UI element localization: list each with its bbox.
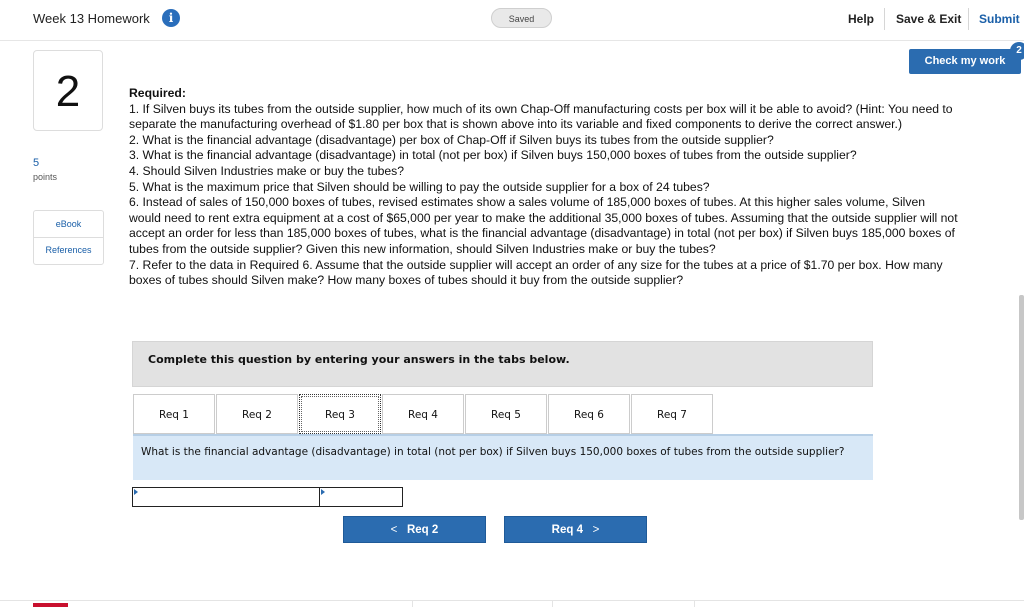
tab-req-1[interactable]: Req 1: [133, 394, 215, 434]
resources-panel: [33, 210, 104, 265]
footer-tick: [412, 600, 413, 607]
next-req-button[interactable]: [504, 516, 647, 543]
required-heading: Required:: [129, 86, 186, 100]
required-item-6: 6. Instead of sales of 150,000 boxes of tubes, revised estimates show a sales volume of 185,000 boxes of tubes. At this higher sales volume, Silven would need to rent extra equipment at a cost of $65,000 per year to make the additional 35,000 boxes of tubes. Assuming that the outside supplier will not accept an order for less than 185,000 boxes of tubes, what is the financial advantage (disadvantage) in total (not per box) if Silven buys 185,000 boxes of tubes from the outside supplier? Given this new information, should Silven Industries make or buy the tubes?: [129, 195, 958, 256]
required-item-5: 5. What is the maximum price that Silven should be willing to pay the outside supplier for a box of 24 tubes?: [129, 179, 710, 194]
points-value: 5: [33, 157, 40, 169]
top-divider: [968, 8, 969, 30]
question-number: 2: [33, 50, 103, 131]
submit-link[interactable]: Submit: [979, 12, 1020, 26]
question-prompt: What is the financial advantage (disadvantage) in total (not per box) if Silven buys 150,000 boxes of tubes from the outside supplier?: [141, 446, 845, 458]
input-marker-icon: [134, 489, 138, 495]
question-body: [129, 86, 959, 289]
publisher-logo: [33, 603, 68, 607]
required-item-4: 4. Should Silven Industries make or buy the tubes?: [129, 163, 405, 178]
resources-divider: [34, 237, 103, 238]
input-marker-icon: [321, 489, 325, 495]
answer-label-input[interactable]: [133, 488, 319, 506]
help-link[interactable]: Help: [848, 12, 875, 26]
check-attempts-badge: 2: [1010, 42, 1024, 60]
prev-req-button[interactable]: [343, 516, 486, 543]
footer-tick: [552, 600, 553, 607]
required-item-2: 2. What is the financial advantage (disadvantage) per box of Chap-Off if Silven buys its tubes from the outside supplier?: [129, 132, 774, 147]
required-item-1: 1. If Silven buys its tubes from the outside supplier, how much of its own Chap-Off manufacturing costs per box will it be able to avoid? (Hint: You need to separate the manufacturing overhead of $1.80 per box that is shown above into its variable and fixed components to derive the correct answer.): [129, 101, 953, 132]
top-bar: [0, 0, 1024, 41]
required-item-7: 7. Refer to the data in Required 6. Assume that the outside supplier will accept an order of any size for the tubes at a price of $1.70 per box. How many boxes of tubes should Silven make? How many boxes of tubes should it buy from the outside supplier?: [129, 257, 943, 288]
references-link[interactable]: References: [45, 245, 92, 255]
answer-amount-input[interactable]: [320, 488, 402, 506]
required-item-3: 3. What is the financial advantage (disadvantage) in total (not per box) if Silven buys 150,000 boxes of tubes from the outside supplier?: [129, 148, 857, 163]
next-req-label: Req 4: [551, 524, 583, 536]
top-divider: [884, 8, 885, 30]
chevron-right-icon: >: [592, 524, 600, 536]
save-exit-link[interactable]: Save & Exit: [896, 12, 962, 26]
saved-status-badge: Saved: [491, 8, 552, 28]
answer-row: [132, 487, 403, 507]
footer-divider: [0, 600, 1024, 601]
ebook-link[interactable]: eBook: [55, 219, 82, 229]
info-icon[interactable]: i: [162, 9, 180, 27]
check-my-work-button[interactable]: Check my work: [909, 49, 1021, 74]
tab-req-2[interactable]: Req 2: [216, 394, 298, 434]
instructions-bar: [132, 341, 873, 387]
instructions-text: Complete this question by entering your answers in the tabs below.: [148, 353, 570, 366]
tab-req-7[interactable]: Req 7: [631, 394, 713, 434]
footer-tick: [694, 600, 695, 607]
page-scrollbar[interactable]: [1019, 295, 1024, 520]
tab-req-6[interactable]: Req 6: [548, 394, 630, 434]
assignment-title: Week 13 Homework: [33, 11, 150, 26]
tab-req-3[interactable]: Req 3: [299, 394, 381, 434]
chevron-left-icon: <: [390, 524, 398, 536]
tab-req-5[interactable]: Req 5: [465, 394, 547, 434]
prev-req-label: Req 2: [406, 524, 439, 536]
question-panel: [133, 434, 873, 480]
tab-req-4[interactable]: Req 4: [382, 394, 464, 434]
points-label: points: [33, 172, 58, 182]
